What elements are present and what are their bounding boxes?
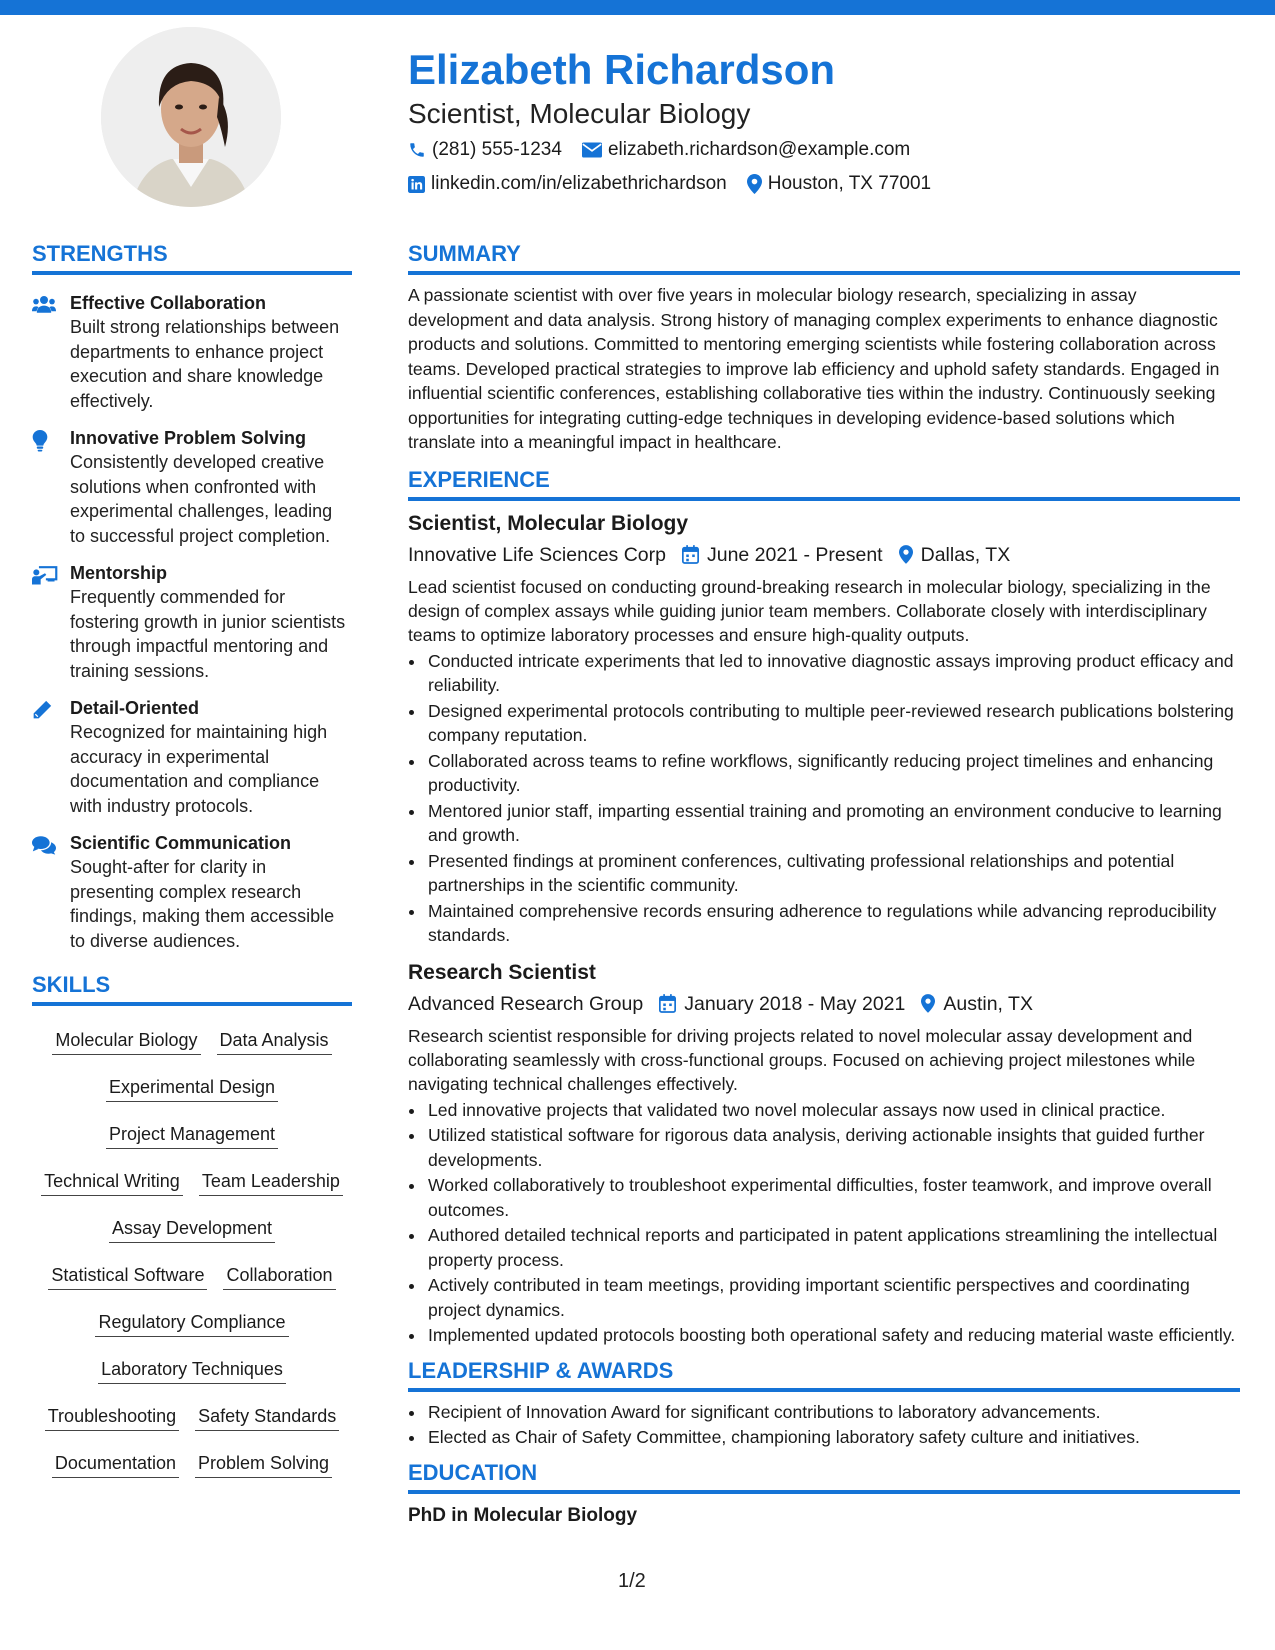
candidate-name: Elizabeth Richardson	[408, 46, 836, 93]
strength-title: Innovative Problem Solving	[70, 428, 307, 448]
job-dates-text: January 2018 - May 2021	[684, 992, 906, 1015]
skill-tag: Collaboration	[223, 1259, 335, 1290]
profile-photo	[101, 27, 281, 207]
job-meta	[408, 988, 1240, 1020]
calendar-icon	[659, 994, 676, 1013]
location-text: Houston, TX 77001	[767, 173, 932, 194]
skill-tag: Safety Standards	[195, 1400, 339, 1431]
comments-icon	[32, 835, 56, 855]
lightbulb-icon	[32, 430, 48, 452]
skill-tag: Project Management	[106, 1118, 278, 1149]
calendar-icon	[682, 545, 699, 564]
leadership-list	[408, 1400, 1240, 1450]
linkedin-icon	[408, 176, 425, 193]
skill-tag: Regulatory Compliance	[95, 1306, 288, 1337]
job-bullet: • Mentored junior staff, imparting essential training and promoting an environment conducive to learning and growth.	[426, 799, 1240, 848]
job-bullet: • Worked collaboratively to troubleshoot experimental difficulties, foster teamwork, and improve overall outcomes.	[426, 1173, 1240, 1222]
skill-tag: Team Leadership	[199, 1165, 343, 1196]
strength-title: Mentorship	[70, 563, 167, 583]
education-heading: EDUCATION	[408, 1460, 1240, 1494]
job-bullet: • Presented findings at prominent conferences, cultivating professional relationships and potential partnerships in the scientific community.	[426, 849, 1240, 898]
users-icon	[32, 295, 56, 313]
job-location-text: Austin, TX	[943, 992, 1033, 1015]
skill-tag: Problem Solving	[195, 1447, 332, 1478]
job-description: Lead scientist focused on conducting ground-breaking research in molecular biology, specializing in the design of complex assays while guiding junior team members. Collaborate closely with interdisciplinary teams to optimize laboratory processes and ensure high-quality outputs.	[408, 576, 1211, 645]
contact-phone[interactable]	[408, 139, 562, 161]
job-bullet: • Led innovative projects that validated two novel molecular assays now used in clinical practice.	[426, 1098, 1240, 1123]
job-description: Research scientist responsible for driving projects related to novel molecular assay development and collaborating seamlessly with cross-functional groups. Focused on achieving project milestones while navigating technical challenges effectively.	[408, 1025, 1196, 1094]
skills-list	[32, 1016, 352, 1486]
skill-tag: Documentation	[52, 1447, 179, 1478]
job-dates-text: June 2021 - Present	[706, 543, 883, 566]
experience-heading: EXPERIENCE	[408, 467, 1240, 501]
skill-tag: Laboratory Techniques	[98, 1353, 286, 1384]
leadership-item: • Elected as Chair of Safety Committee, championing laboratory safety culture and initiatives.	[426, 1425, 1240, 1450]
job-bullet: • Implemented updated protocols boosting both operational safety and reducing material waste efficiently.	[426, 1323, 1240, 1348]
job-dates	[682, 539, 883, 571]
job-entry	[408, 958, 1240, 1348]
envelope-icon	[582, 142, 602, 158]
map-marker-icon	[747, 174, 762, 194]
job-bullet: • Utilized statistical software for rigorous data analysis, deriving actionable insights that guided further developments.	[426, 1123, 1240, 1172]
strength-item	[32, 831, 352, 953]
job-company: Innovative Life Sciences Corp	[408, 543, 666, 566]
map-marker-icon	[899, 545, 913, 564]
skill-tag: Statistical Software	[48, 1259, 207, 1290]
job-bullet: • Conducted intricate experiments that led to innovative diagnostic assays improving product efficacy and reliability.	[426, 649, 1240, 698]
job-location-text: Dallas, TX	[920, 543, 1011, 566]
skill-tag: Troubleshooting	[45, 1400, 179, 1431]
strength-title: Scientific Communication	[70, 833, 292, 853]
skill-tag: Data Analysis	[217, 1024, 332, 1055]
linkedin-text: linkedin.com/in/elizabethrichardson	[431, 173, 727, 194]
email-text: elizabeth.richardson@example.com	[607, 139, 911, 160]
job-entry	[408, 509, 1240, 948]
job-dates	[659, 988, 905, 1020]
strength-desc: Built strong relationships between departments to enhance project execution and share knowledge effectively.	[70, 317, 340, 411]
job-bullet: • Collaborated across teams to refine workflows, significantly reducing project timelines and enhancing productivity.	[426, 749, 1240, 798]
strength-item	[32, 426, 352, 548]
contact-row-2	[408, 168, 1238, 200]
strength-item	[32, 291, 352, 413]
strength-desc: Sought-after for clarity in presenting complex research findings, making them accessible to diverse audiences.	[70, 857, 335, 951]
strength-title: Effective Collaboration	[70, 293, 267, 313]
map-marker-icon	[921, 994, 935, 1013]
resume-header	[408, 40, 1238, 200]
phone-icon	[408, 141, 426, 159]
page-number: 1/2	[618, 1570, 646, 1592]
pencil-icon	[32, 700, 52, 720]
contact-row-1	[408, 134, 1238, 166]
job-meta	[408, 539, 1240, 571]
skill-tag: Experimental Design	[106, 1071, 278, 1102]
summary-text: A passionate scientist with over five years in molecular biology research, specializing in assay development and data analysis. Strong history of managing complex experiments to enhance diagnostic products and solutions. Committed to mentoring emerging scientists while fostering collaboration across teams. Developed practical strategies to improve lab efficiency and uphold safety standards. Engaged in influential scientific conferences, establishing collaborative ties within the industry. Continuously seeking opportunities for integrating cutting-edge techniques in developing evidence-based solutions which translate into a meaningful impact in healthcare.	[408, 285, 1220, 452]
job-bullet: • Authored detailed technical reports and participated in patent applications streamlining the intellectual property process.	[426, 1223, 1240, 1272]
leadership-item: • Recipient of Innovation Award for significant contributions to laboratory advancements.	[426, 1400, 1240, 1425]
strength-item	[32, 561, 352, 683]
strengths-heading: STRENGTHS	[32, 241, 352, 275]
skill-tag: Molecular Biology	[52, 1024, 200, 1055]
job-location	[921, 988, 1033, 1020]
job-location	[899, 539, 1011, 571]
contact-linkedin[interactable]	[408, 173, 727, 195]
job-title: Research Scientist	[408, 960, 596, 984]
top-accent-bar	[0, 0, 1275, 15]
contact-email[interactable]	[582, 139, 910, 161]
strength-desc: Consistently developed creative solutions when confronted with experimental challenges, leading to successful project completion.	[70, 452, 333, 546]
education-degree: PhD in Molecular Biology	[408, 1504, 638, 1526]
candidate-title: Scientist, Molecular Biology	[408, 98, 751, 129]
chalkboard-teacher-icon	[32, 565, 58, 585]
skills-heading: SKILLS	[32, 972, 352, 1006]
right-column	[408, 241, 1240, 1530]
job-bullet: • Designed experimental protocols contributing to multiple peer-reviewed research publications bolstering company reputation.	[426, 699, 1240, 748]
phone-text: (281) 555-1234	[432, 139, 562, 160]
left-column	[32, 241, 352, 1486]
skill-tag: Technical Writing	[41, 1165, 183, 1196]
job-title: Scientist, Molecular Biology	[408, 511, 689, 535]
job-bullets	[408, 1098, 1240, 1348]
contact-location	[747, 173, 931, 195]
strength-desc: Frequently commended for fostering growth in junior scientists through impactful mentoring and training sessions.	[70, 587, 346, 681]
leadership-heading: LEADERSHIP & AWARDS	[408, 1358, 1240, 1392]
strength-title: Detail-Oriented	[70, 698, 200, 718]
summary-heading: SUMMARY	[408, 241, 1240, 275]
skill-tag: Assay Development	[109, 1212, 275, 1243]
job-bullet: • Actively contributed in team meetings, providing important scientific perspectives and coordinating project dynamics.	[426, 1273, 1240, 1322]
strength-desc: Recognized for maintaining high accuracy in experimental documentation and compliance with industry protocols.	[70, 722, 328, 816]
job-company: Advanced Research Group	[408, 992, 644, 1015]
job-bullets	[408, 649, 1240, 948]
job-bullet: • Maintained comprehensive records ensuring adherence to regulations while advancing reproducibility standards.	[426, 899, 1240, 948]
strength-item	[32, 696, 352, 818]
